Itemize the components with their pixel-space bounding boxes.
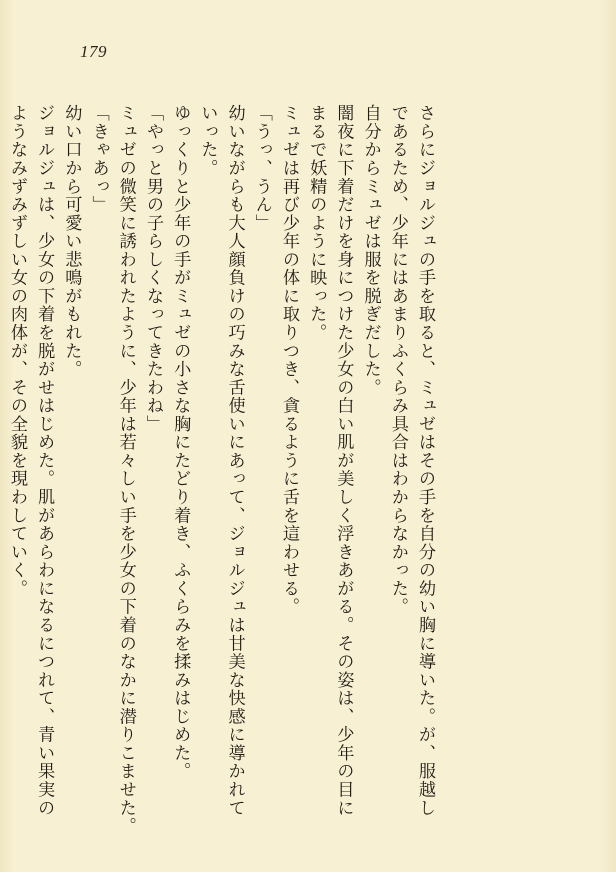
- body-text: [3, 104, 438, 834]
- text-line: ゆっくりと少年の手がミュゼの小さな胸にたどり着き、ふくらみを揉みはじめた。: [170, 104, 191, 781]
- text-line: 「やっと男の子らしくなってきたわね」: [142, 104, 163, 434]
- text-line: ミュゼの微笑に誘われたように、少年は若々しい手を少女の下着のなかに潜りこませた。: [115, 104, 136, 836]
- text-line: 幼い口から可愛い悲鳴がもれた。: [61, 104, 82, 379]
- text-line: ようなみずみずしい女の肉体が、その全貌を現わしていく。: [6, 104, 27, 598]
- text-line: 幼いながらも大人顔負けの巧みな舌使いにあって、ジョルジュは甘美な快感に導かれて: [224, 104, 245, 817]
- page-number: 179: [80, 42, 107, 61]
- text-line: 闇夜に下着だけを身につけた少女の白い肌が美しく浮きあがる。その姿は、少年の目に: [333, 104, 354, 817]
- text-line: 「うっ、うん」: [251, 104, 272, 232]
- text-line: いった。: [197, 104, 218, 178]
- text-line: 「きゃあっ」: [88, 104, 109, 214]
- text-line: 自分からミュゼは服を脱ぎだした。: [360, 104, 381, 397]
- text-line: であるため、少年にはあまりふくらみ具合はわからなかった。: [387, 104, 408, 616]
- text-line: ミュゼは再び少年の体に取りつき、貪るように舌を這わせる。: [278, 104, 299, 616]
- text-line: まるで妖精のように映った。: [306, 104, 327, 342]
- text-line: ジョルジュは、少女の下着を脱がせはじめた。肌があらわになるにつれて、青い果実の: [34, 104, 55, 817]
- text-line: さらにジョルジュの手を取ると、ミュゼはその手を自分の幼い胸に導いた。が、服越し: [415, 104, 435, 817]
